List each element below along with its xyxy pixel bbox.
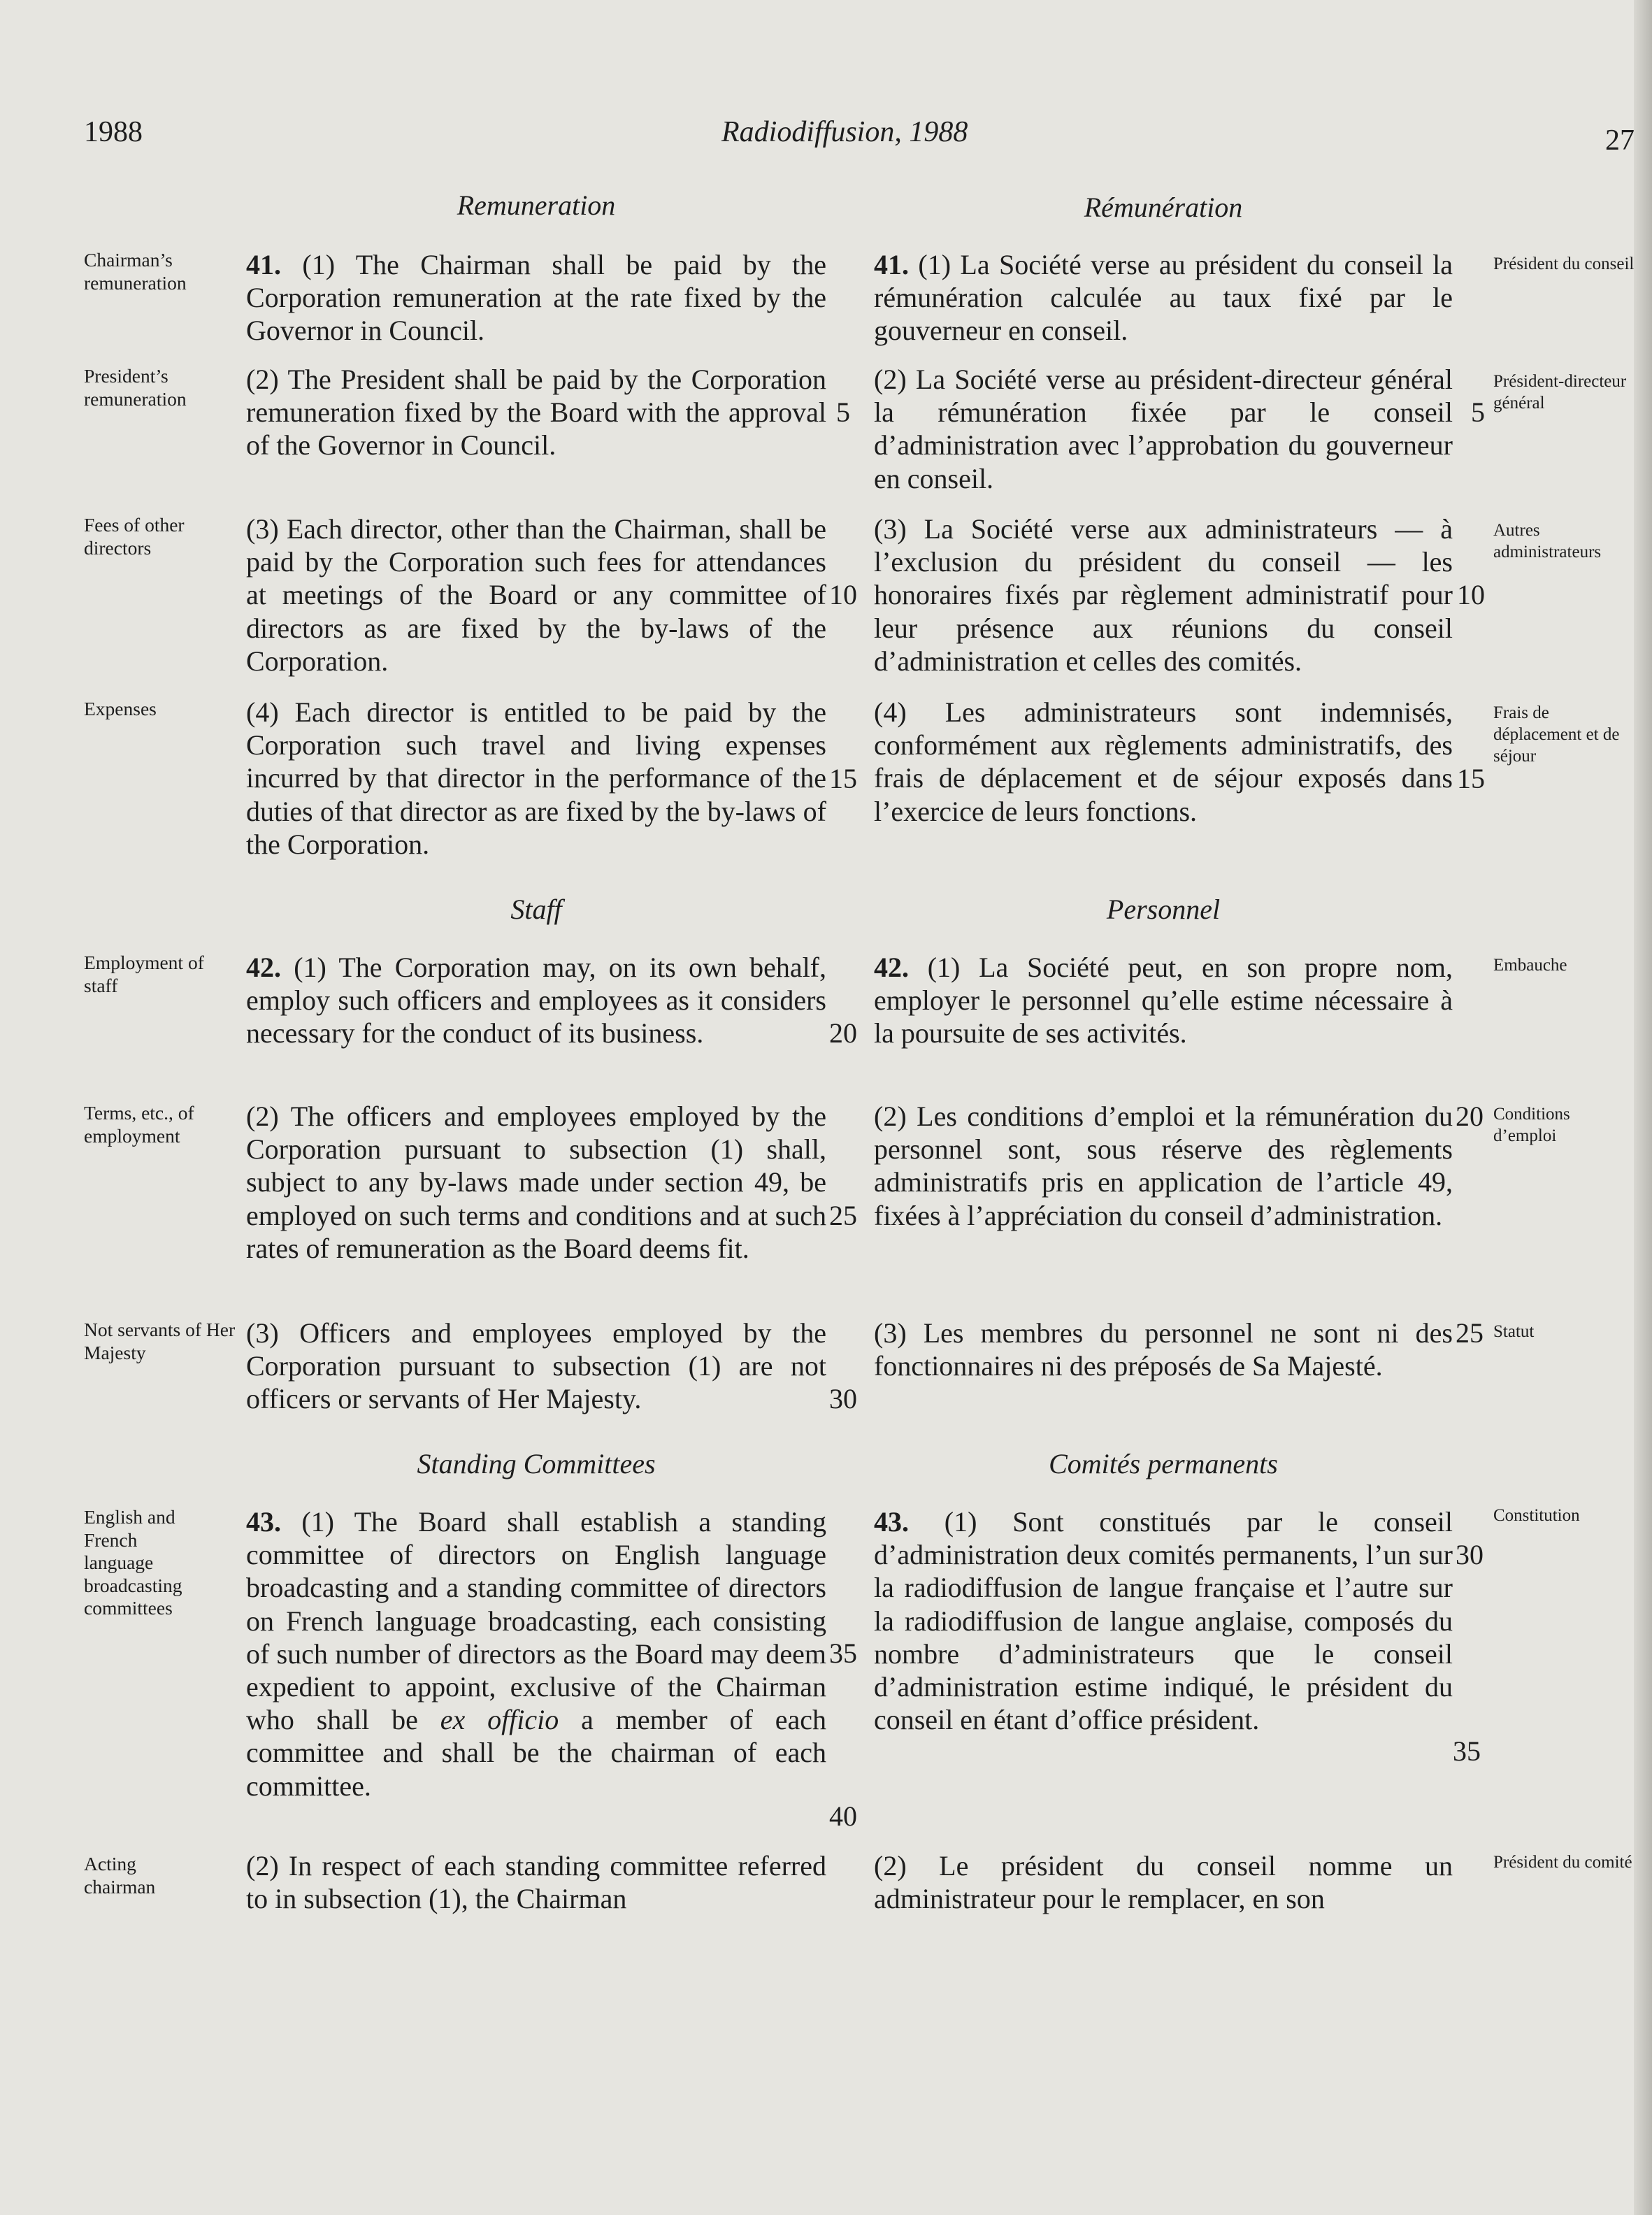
section-number: 42. — [246, 952, 281, 983]
paragraph-text: (1) Sont constitués par le conseil d’administration deux comités permanents, l’un sur la radiodiffusion de langue française et l’autre sur la radiodiffusion de langue anglaise, composés du nombre d’administrateurs que le conseil d’administration estime indiqué, le président du conseil en étant d’office président. — [874, 1506, 1453, 1736]
line-number: 25 — [829, 1200, 857, 1231]
section-43-2-en: (2) In respect of each standing committee referred to in subsection (1), the Chairman — [246, 1850, 826, 1915]
section-42-2-en: (2) The officers and employees employed by the Corporation pursuant to subsection (1) shall, subject to any by-laws made under section 49, be employed on such terms and conditions and at such rates of remuneration as the Board deems fit. — [246, 1101, 826, 1264]
margin-note-left: Acting chairman — [84, 1853, 156, 1898]
margin-note-right: Constitution — [1493, 1506, 1580, 1525]
header-year: 1988 — [84, 116, 143, 148]
heading-standing-en: Standing Committees — [417, 1448, 656, 1479]
margin-note-right: Président-directeur général — [1493, 372, 1627, 413]
section-42-3-fr: (3) Les membres du personnel ne sont ni des fonctionnaires ni des préposés de Sa Majesté. — [874, 1317, 1453, 1382]
section-number: 42. — [874, 952, 909, 983]
line-number: 40 — [829, 1800, 857, 1832]
line-number: 35 — [1453, 1735, 1481, 1767]
section-41-1-fr — [874, 248, 1453, 347]
line-number: 5 — [836, 396, 850, 428]
line-number: 15 — [1457, 763, 1485, 794]
section-41-3-en: (3) Each director, other than the Chairman, shall be paid by the Corporation such fees for attendances at meetings of the Board or any committee of directors as are fixed by the by-laws of the Corporation. — [246, 513, 826, 677]
paragraph-text: (1) The Corporation may, on its own behalf, employ such officers and employees as it considers necessary for the conduct of its business. — [246, 952, 827, 1049]
section-41-4-fr: (4) Les administrateurs sont indemnisés, conformément aux règlements administratifs, des frais de déplacement et de séjour exposés dans l’exercice de leurs fonctions. — [874, 696, 1453, 827]
section-number: 43. — [246, 1506, 281, 1537]
paragraph-text: (1) The Chairman shall be paid by the Corporation remuneration at the rate fixed by the Governor in Council. — [246, 249, 826, 347]
margin-note-right: Président du comité — [1493, 1853, 1632, 1872]
margin-note-left: Chairman’s remuneration — [84, 249, 187, 294]
margin-note-left: President’s remuneration — [84, 365, 187, 410]
section-number: 43. — [874, 1506, 909, 1537]
margin-note-right: Frais de déplacement et de séjour — [1493, 703, 1620, 766]
margin-note-right: Président du conseil — [1493, 255, 1635, 273]
margin-note-right: Statut — [1493, 1322, 1535, 1341]
line-number: 5 — [1471, 396, 1485, 428]
section-number: 41. — [246, 249, 281, 280]
header-page-number: 27 — [1605, 124, 1635, 157]
heading-staff-en: Staff — [510, 894, 562, 925]
line-number: 20 — [1456, 1101, 1484, 1132]
line-number: 30 — [1456, 1539, 1484, 1570]
paragraph-text: (1) La Société verse au président du conseil la rémunération calculée au taux fixé par le gouverneur en conseil. — [874, 249, 1453, 347]
heading-staff-fr: Personnel — [1106, 894, 1221, 925]
margin-note-right: Autres administrateurs — [1493, 521, 1602, 561]
emphasis-text: ex officio — [440, 1704, 559, 1736]
heading-remuneration-en: Remuneration — [457, 189, 616, 221]
paragraph-text: (1) La Société peut, en son propre nom, employer le personnel qu’elle estime nécessaire à la poursuite de ses activités. — [874, 952, 1453, 1049]
section-41-1-en — [246, 248, 826, 347]
section-41-2-fr: (2) La Société verse au président-directeur général la rémunération fixée par le conseil d’administration avec l’approbation du gouverneur en conseil. — [874, 364, 1453, 494]
paragraph-text: (1) The Board shall establish a standing committee of directors on English language broadcasting and a standing committee of directors on French language broadcasting, each consisting of such number of directors as the Board may deem expedient to appoint, exclusive of the Chairman who shall be — [246, 1506, 827, 1736]
section-43-1-fr — [874, 1505, 1453, 1736]
section-42-2-fr: (2) Les conditions d’emploi et la rémunération du personnel sont, sous réserve des règlements administratifs pris en application de l’article 49, fixées à l’appréciation du conseil d’administration. — [874, 1101, 1453, 1231]
margin-note-left: English and French language broadcasting committees — [84, 1506, 182, 1619]
margin-note-right: Embauche — [1493, 956, 1567, 975]
section-42-1-fr — [874, 951, 1453, 1050]
margin-note-left: Fees of other directors — [84, 514, 185, 559]
margin-note-left: Employment of staff — [84, 952, 204, 996]
line-number: 25 — [1456, 1317, 1484, 1349]
line-number: 35 — [829, 1637, 857, 1669]
heading-standing-fr: Comités permanents — [1049, 1448, 1278, 1479]
section-number: 41. — [874, 249, 909, 280]
section-42-1-en — [246, 951, 826, 1050]
section-41-4-en: (4) Each director is entitled to be paid by the Corporation such travel and living expenses incurred by that director in the performance of the duties of that director as are fixed by the by-laws of the Corporation. — [246, 696, 826, 860]
line-number: 10 — [829, 579, 857, 610]
margin-note-right: Conditions d’emploi — [1493, 1105, 1570, 1145]
header-title: Radiodiffusion, 1988 — [721, 116, 968, 148]
section-41-3-fr: (3) La Société verse aux administrateurs — à l’exclusion du président du conseil — les honoraires fixés par règlement administratif pour leur présence aux réunions du conseil d’administration et celles des comités. — [874, 513, 1453, 677]
section-41-2-en: (2) The President shall be paid by the Corporation remuneration fixed by the Board with the approval of the Governor in Council. — [246, 364, 826, 461]
paragraph-text: a member of each committee and shall be the chairman of each committee. — [246, 1704, 827, 1802]
margin-note-left: Terms, etc., of employment — [84, 1102, 194, 1147]
margin-note-left: Expenses — [84, 698, 157, 719]
section-43-1-en — [246, 1505, 826, 1802]
section-42-3-en: (3) Officers and employees employed by the Corporation pursuant to subsection (1) are not officers or servants of Her Majesty. — [246, 1317, 826, 1415]
section-43-2-fr: (2) Le président du conseil nomme un administrateur pour le remplacer, en son — [874, 1850, 1453, 1915]
line-number: 15 — [829, 763, 857, 794]
line-number: 30 — [829, 1383, 857, 1414]
line-number: 20 — [829, 1017, 857, 1049]
line-number: 10 — [1457, 579, 1485, 610]
margin-note-left: Not servants of Her Majesty — [84, 1319, 236, 1363]
heading-remuneration-fr: Rémunération — [1084, 192, 1243, 223]
